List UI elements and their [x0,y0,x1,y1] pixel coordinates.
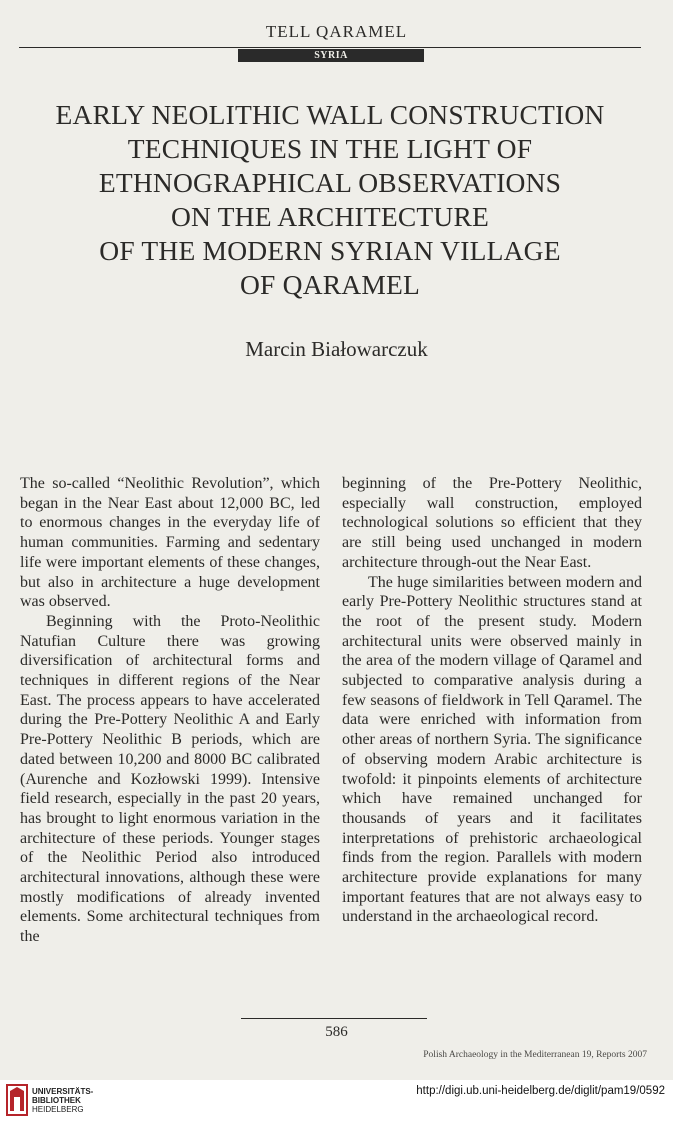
source-url[interactable]: http://digi.ub.uni-heidelberg.de/diglit/pam19/0592 [416,1085,665,1097]
paragraph: The huge similarities between modern and early Pre-Pottery Neolithic structures stand at the root of the present study. Modern architectural units were observed mainly in the area of the modern village of Qaramel and subjected to comparative analysis during a few seasons of fieldwork in Tell Qaramel. The data were enriched with information from other areas of northern Syria. The significance of observing modern Arabic architecture is twofold: it pinpoints elements of architecture which have remained unchanged for thousands of years and it facilitates interpretations of prehistoric archaeological finds from the region. Parallels with modern architecture provide explanations for many important features that are not always easy to understand in the archaeological record. [342,573,642,926]
title-line: TECHNIQUES IN THE LIGHT OF [127,133,533,164]
footer-rule [241,1018,427,1019]
running-head: TELL QARAMEL [265,22,408,41]
title-line: OF QARAMEL [240,269,420,300]
library-name-line: HEIDELBERG [32,1105,84,1114]
page-number: 586 [325,1024,348,1040]
library-name [32,1087,93,1114]
library-logo-icon [6,1083,28,1117]
title-line: EARLY NEOLITHIC WALL CONSTRUCTION [55,99,605,130]
paragraph: Beginning with the Proto-Neolithic Natufian Culture there was growing diversification of architectural forms and techniques in different regions of the Near East. The process appears to have accelerated during the Pre-Pottery Neolithic A and Early Pre-Pottery Neolithic B periods, which are dated between 10,200 and 8000 BC calibrated (Aurenche and Kozłowski 1999). Intensive field research, especially in the past 20 years, has brought to light enormous variation in the architecture of these periods. Younger stages of the Neolithic Period also introduced architectural innovations, although these were mostly modifications of already invented elements. Some architectural techniques from the [20,612,320,946]
title-line: ON THE ARCHITECTURE [170,201,489,232]
text-column-left [20,474,320,947]
title-line: ETHNOGRAPHICAL OBSERVATIONS [98,167,562,198]
library-name-line: BIBLIOTHEK [32,1096,81,1105]
article-title [20,98,640,302]
title-line: OF THE MODERN SYRIAN VILLAGE [99,235,561,266]
journal-citation: Polish Archaeology in the Mediterranean 19, Reports 2007 [423,1050,647,1060]
header-rule [19,47,641,48]
author-name: Marcin Białowarczuk [245,337,428,361]
library-name-line: UNIVERSITÄTS- [32,1087,94,1096]
paragraph: The so-called “Neolithic Revolution”, which began in the Near East about 12,000 BC, led to enormous changes in the everyday life of human communities. Farming and sedentary life were important elements of these changes, but also in architecture a huge development was observed. [20,475,320,611]
paragraph: beginning of the Pre-Pottery Neolithic, especially wall construction, employed technological solutions so efficient that they are still being used unchanged in modern architecture through-out the Near East. [342,475,642,571]
section-tag: SYRIA [238,49,424,62]
text-column-right [342,474,642,927]
